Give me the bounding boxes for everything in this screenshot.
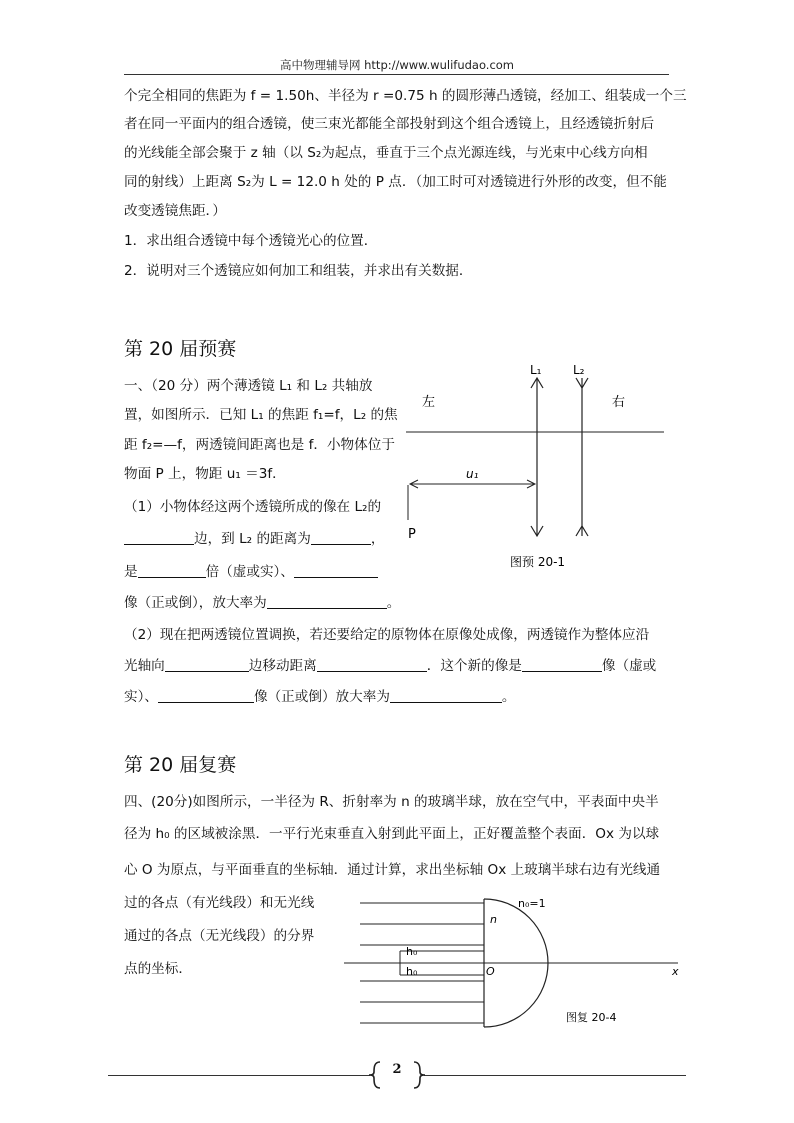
intro-line-4: 同的射线）上距离 S₂为 L = 12.0 h 处的 P 点．（加工时可对透镜进行外形的改变，但不能 xyxy=(124,174,667,190)
final-line-3: 心 O 为原点，与平面垂直的坐标轴．通过计算，求出坐标轴 Ox 上玻璃半球右边有光线通 xyxy=(124,862,661,878)
answer-blank[interactable] xyxy=(158,688,254,703)
section-heading-prelim: 第 20 届预赛 xyxy=(124,338,237,360)
label-left: 左 xyxy=(422,395,436,410)
figure-two-lenses xyxy=(400,360,670,580)
answer-blank[interactable] xyxy=(124,530,194,545)
answer-blank[interactable] xyxy=(317,657,427,672)
prelim-line-1: 一、（20 分）两个薄透镜 L₁ 和 L₂ 共轴放 xyxy=(124,378,373,394)
footer-divider-right xyxy=(424,1075,686,1076)
question-1: 1．求出组合透镜中每个透镜光心的位置． xyxy=(124,233,378,249)
answer-blank[interactable] xyxy=(267,594,387,609)
answer-blank[interactable] xyxy=(311,530,371,545)
label-n: n xyxy=(490,913,497,926)
question-2: 2．说明对三个透镜应如何加工和组装，并求出有关数据． xyxy=(124,263,473,279)
label-u1: u₁ xyxy=(466,467,479,481)
prelim-q1-line-1: （1）小物体经这两个透镜所成的像在 L₂的 xyxy=(124,499,382,515)
prelim-line-2: 置，如图所示．已知 L₁ 的焦距 f₁=f，L₂ 的焦 xyxy=(124,407,398,423)
page-header: 高中物理辅导网 http://www.wulifudao.com xyxy=(279,58,515,72)
intro-line-1: 个完全相同的焦距为 f = 1.50h、半径为 r =0.75 h 的圆形薄凸透镜，经加工、组装成一个三 xyxy=(124,88,687,104)
prelim-q1-line-3: 是 倍（虚或实）、 xyxy=(124,558,378,586)
answer-blank[interactable] xyxy=(390,688,502,703)
prelim-q2-line-2: 光轴向 边移动距离 ．这个新的像是 像（虚或 xyxy=(124,658,657,674)
final-line-2: 径为 h₀ 的区域被涂黑．一平行光束垂直入射到此平面上，正好覆盖整个表面．Ox 为以球 xyxy=(124,826,660,842)
final-line-6: 点的坐标． xyxy=(124,961,192,977)
footer-divider-left xyxy=(108,1075,370,1076)
final-line-1: 四、(20分)如图所示，一半径为 R、折射率为 n 的玻璃半球，放在空气中，平表面中央半 xyxy=(124,794,659,810)
label-h0-upper: h₀ xyxy=(406,945,418,958)
answer-blank[interactable] xyxy=(138,563,206,578)
label-O: O xyxy=(486,965,495,978)
figure-glass-hemisphere xyxy=(340,893,686,1033)
label-right: 右 xyxy=(612,395,626,410)
label-n0: n₀=1 xyxy=(518,897,546,910)
final-line-5: 通过的各点（无光线段）的分界 xyxy=(124,928,315,944)
intro-line-3: 的光线能全部会聚于 z 轴（以 S₂为起点，垂直于三个点光源连线，与光束中心线方向相 xyxy=(124,145,648,161)
label-x: x xyxy=(672,965,679,978)
label-P: P xyxy=(408,527,416,542)
label-L1: L₁ xyxy=(530,363,542,377)
prelim-q1-line-4: 像（正或倒），放大率为 。 xyxy=(124,595,401,611)
answer-blank[interactable] xyxy=(165,657,249,672)
answer-blank[interactable] xyxy=(522,657,602,672)
label-L2: L₂ xyxy=(573,363,585,377)
page-number: 2 xyxy=(392,1062,402,1077)
prelim-line-4: 物面 P 上，物距 u₁ ＝3f． xyxy=(124,466,286,482)
intro-line-5: 改变透镜焦距．） xyxy=(124,203,226,219)
prelim-q1-line-2: 边，到 L₂ 的距离为 ， xyxy=(124,525,384,553)
prelim-line-3: 距 f₂=—f，两透镜间距离也是 f．小物体位于 xyxy=(124,437,395,453)
answer-blank[interactable] xyxy=(294,563,378,578)
label-h0-lower: h₀ xyxy=(406,965,418,978)
final-line-4: 过的各点（有光线段）和无光线 xyxy=(124,895,315,911)
header-divider xyxy=(124,74,669,75)
section-heading-final: 第 20 届复赛 xyxy=(124,754,237,776)
prelim-q2-line-1: （2）现在把两透镜位置调换，若还要给定的原物体在原像处成像，两透镜作为整体应沿 xyxy=(124,627,650,643)
prelim-q2-line-3: 实）、 像（正或倒）放大率为 。 xyxy=(124,689,516,705)
intro-line-2: 者在同一平面内的组合透镜，使三束光都能全部投射到这个组合透镜上，且经透镜折射后 xyxy=(124,116,655,132)
figure-caption-prelim: 图预 20-1 xyxy=(510,555,566,569)
figure-caption-final: 图复 20-4 xyxy=(566,1011,617,1024)
